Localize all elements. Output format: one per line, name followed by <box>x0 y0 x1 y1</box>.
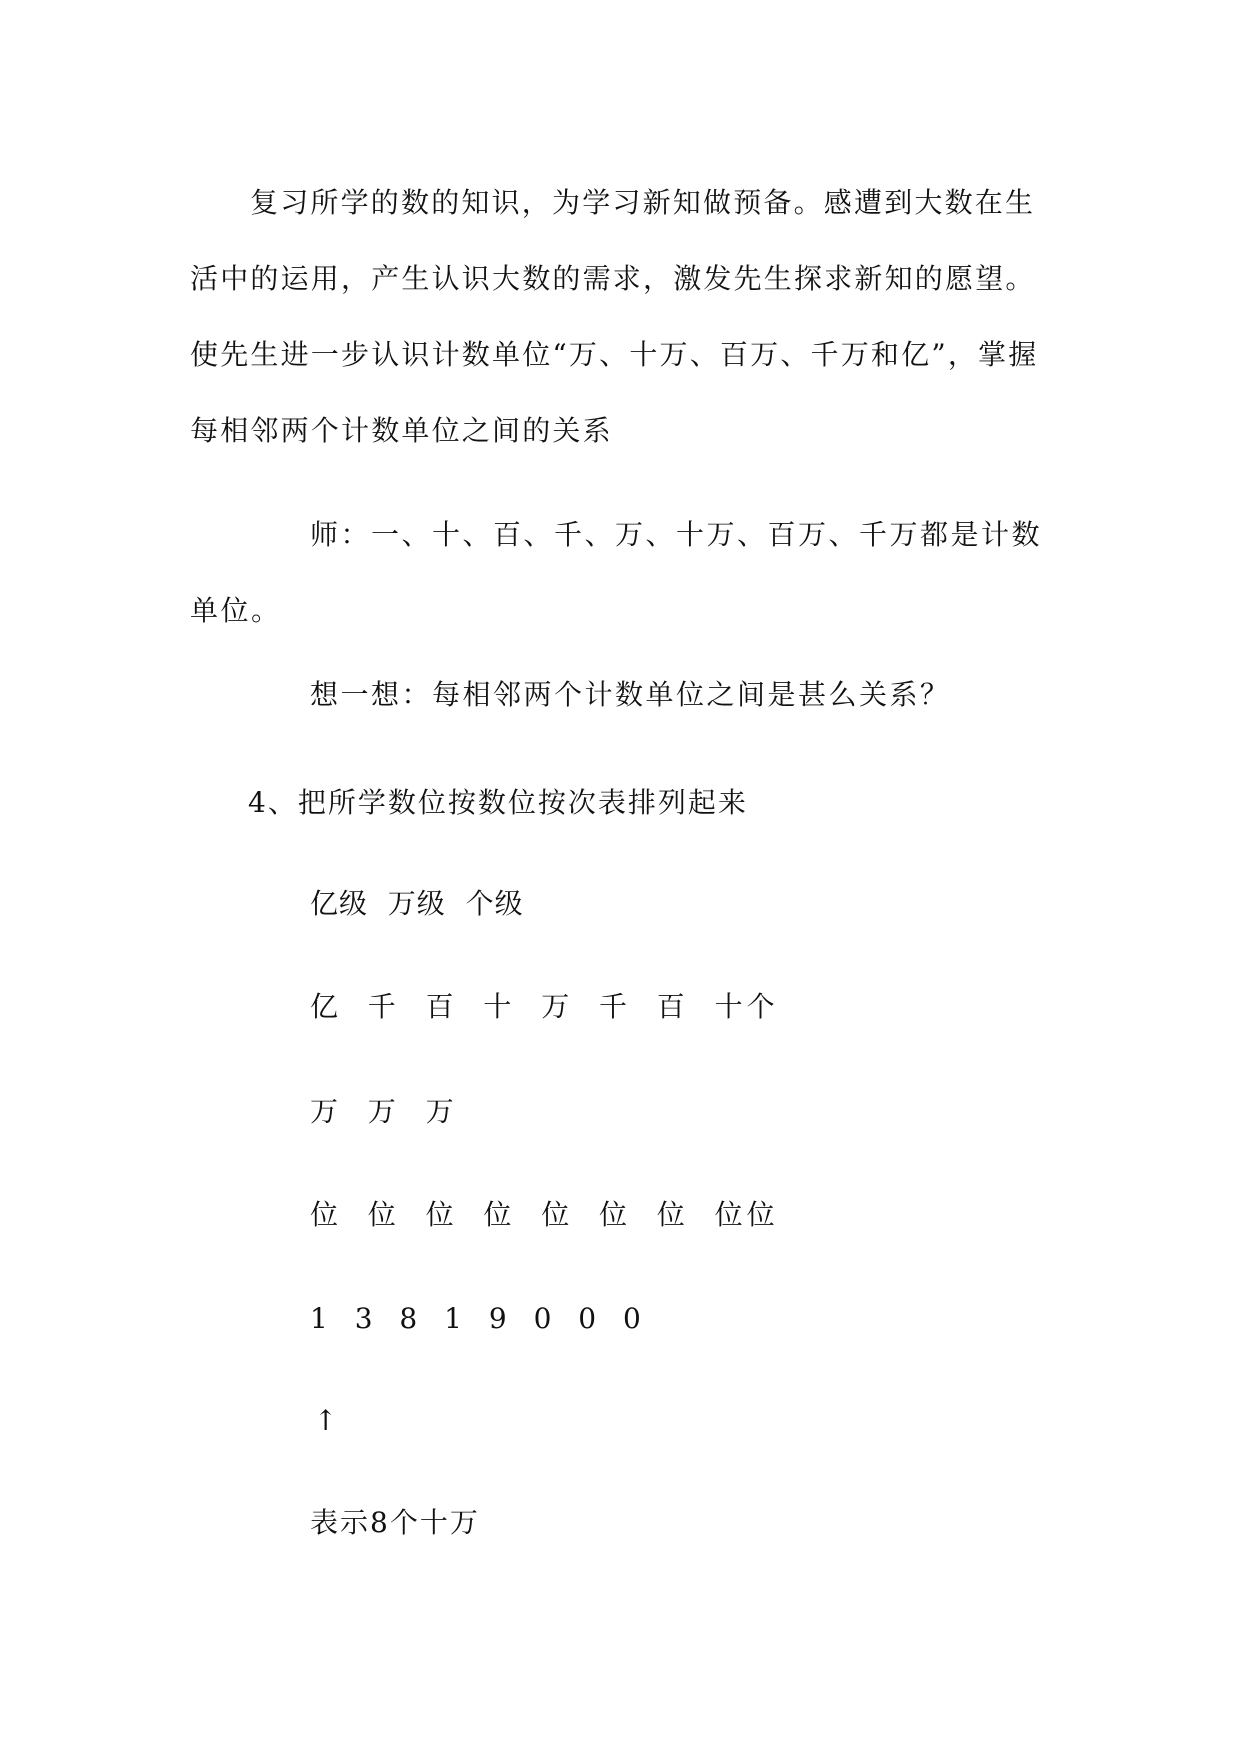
levels-row: 亿级 万级 个级 <box>310 887 524 920</box>
units-row: 亿 千 百 十 万 千 百 十个 <box>310 990 779 1023</box>
item-4-heading: 4、把所学数位按数位按次表排列起来 <box>248 786 748 819</box>
arrow-note: 表示8个十万 <box>310 1506 480 1539</box>
question-line: 想一想：每相邻两个计数单位之间是甚么关系？ <box>310 678 951 711</box>
wan-row: 万 万 万 <box>310 1095 458 1128</box>
paragraph-review: 复习所学的数的知识，为学习新知做预备。感遭到大数在生活中的运用，产生认识大数的需求，激发先生探求新知的愿望。使先生进一步认识计数单位“万、十万、百万、千万和亿”，掌握每相邻两个计数单位之间的关系 <box>190 186 1039 447</box>
paragraph-teacher: 师：一、十、百、千、万、十万、百万、千万都是计数单位。 <box>190 518 1043 627</box>
up-arrow-icon: ↑ <box>314 1404 339 1437</box>
wei-row: 位 位 位 位 位 位 位 位位 <box>310 1198 779 1231</box>
digits-row: 1 3 8 1 9 0 0 0 <box>310 1302 650 1335</box>
